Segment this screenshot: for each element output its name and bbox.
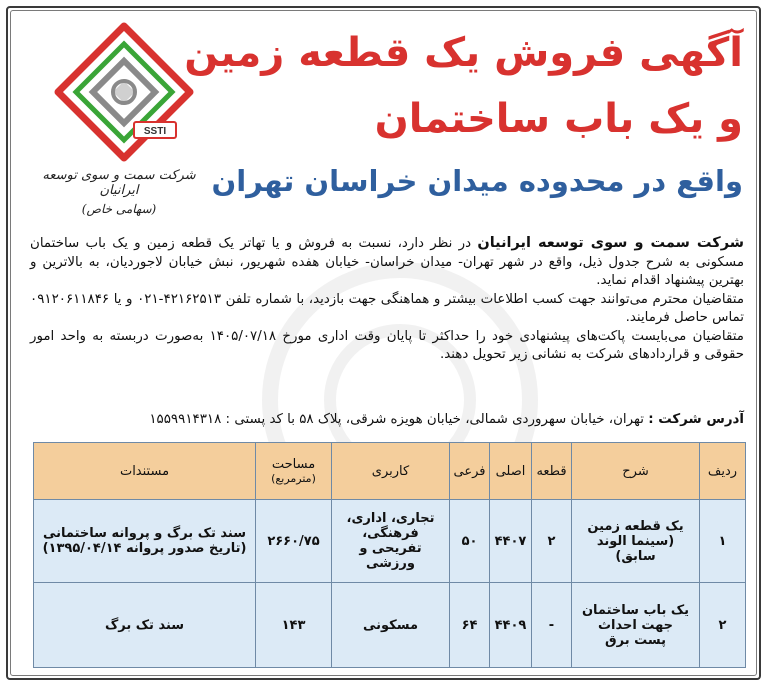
- cell-desc-line1: یک باب ساختمان: [581, 602, 690, 618]
- address-label: آدرس شرکت :: [648, 412, 744, 427]
- table-row: [34, 583, 746, 668]
- cell-desc: [572, 500, 700, 583]
- table-header-row: [34, 443, 746, 500]
- address-value: تهران، خیابان سهروردی شمالی، خیابان هویزه شرقی، پلاک ۵۸ با کد پستی : ۱۵۵۹۹۱۴۳۱۸: [149, 412, 649, 427]
- cell-desc-line3: پست برق: [605, 632, 666, 648]
- paragraph-3: متقاضیان می‌بایست پاکت‌های پیشنهادی خود را حداکثر تا پایان وقت اداری مورخ ۱۴۰۵/۰۷/۱۸ به‌صورت دربسته به واحد امور حقوقی و قراردادهای شرکت به نشانی زیر تحویل دهند.: [30, 328, 744, 362]
- cell-desc-line2: جهت احداث: [597, 617, 674, 633]
- cell-desc-line2: (سینما الوند سابق): [596, 533, 675, 564]
- cell-usage-line3: تفریحی و ورزشی: [359, 541, 422, 571]
- cell-docs-line1: سند تک برگ و پروانه ساختمانی: [42, 526, 247, 541]
- cell-area: ۲۶۶۰/۷۵: [256, 500, 332, 583]
- cell-row-no: ۱: [700, 500, 746, 583]
- header-docs: مستندات: [34, 443, 256, 500]
- title-line3: واقع در محدوده میدان خراسان تهران: [211, 164, 743, 198]
- cell-docs: [34, 500, 256, 583]
- ssti-logo-icon: [54, 22, 194, 162]
- header-area: [256, 443, 332, 500]
- cell-usage: مسکونی: [332, 583, 450, 668]
- paragraph-2: متقاضیان محترم می‌توانند جهت کسب اطلاعات بیشتر و هماهنگی جهت بازدید، با شماره تلفن ۴۲۱۶۲۵۱۳-۰۲۱ و یا ۰۹۱۲۰۶۱۱۸۴۶ تماس حاصل فرمایند.: [30, 291, 744, 325]
- logo-caption-line1: شرکت سمت و سوی توسعه ایرانیان: [42, 168, 196, 198]
- cell-docs: سند تک برگ: [34, 583, 256, 668]
- company-address: [30, 412, 744, 427]
- title-line1: آگهی فروش یک قطعه زمین: [184, 30, 743, 76]
- cell-plot: -: [532, 583, 572, 668]
- cell-main: ۴۴۰۹: [490, 583, 532, 668]
- cell-desc-line1: یک قطعه زمین: [587, 518, 684, 534]
- announcement-body: [30, 234, 744, 365]
- header-desc: شرح: [572, 443, 700, 500]
- header: [12, 18, 757, 218]
- header-plot: قطعه: [532, 443, 572, 500]
- logo-letters: SSTI: [143, 126, 167, 137]
- cell-main: ۴۴۰۷: [490, 500, 532, 583]
- header-sub: فرعی: [450, 443, 490, 500]
- paragraph-1-text: در نظر دارد، نسبت به فروش و یا تهاتر یک قطعه زمین و یک باب ساختمان مسکونی به شرح جدول ذیل، واقع در شهر تهران- میدان خراسان- خیابان هفده شهریور، نبش خیابان لاجوردیان، به بالاترین و بهترین پیشنهاد اقدام نماید.: [30, 236, 744, 288]
- cell-plot: ۲: [532, 500, 572, 583]
- cell-usage-line2: فرهنگی،: [362, 526, 419, 541]
- header-main: اصلی: [490, 443, 532, 500]
- property-table: [33, 442, 746, 668]
- cell-usage: [332, 500, 450, 583]
- table-row: [34, 500, 746, 583]
- cell-desc: [572, 583, 700, 668]
- cell-sub: ۵۰: [450, 500, 490, 583]
- title-line2: و یک باب ساختمان: [374, 96, 743, 142]
- header-usage: کاربری: [332, 443, 450, 500]
- logo-caption: [34, 168, 204, 216]
- cell-area: ۱۴۳: [256, 583, 332, 668]
- cell-docs-line2: (تاریخ صدور پروانه ۱۳۹۵/۰۴/۱۴): [42, 541, 247, 556]
- cell-usage-line1: تجاری، اداری،: [346, 511, 435, 526]
- cell-row-no: ۲: [700, 583, 746, 668]
- header-area-label: مساحت: [271, 457, 316, 472]
- header-area-unit: (مترمربع): [271, 472, 316, 485]
- company-name: شرکت سمت و سوی توسعه ایرانیان: [477, 235, 744, 251]
- logo-caption-line2: (سهامی خاص): [81, 202, 157, 216]
- cell-sub: ۶۴: [450, 583, 490, 668]
- paragraph-1: [30, 234, 744, 291]
- header-row-no: ردیف: [700, 443, 746, 500]
